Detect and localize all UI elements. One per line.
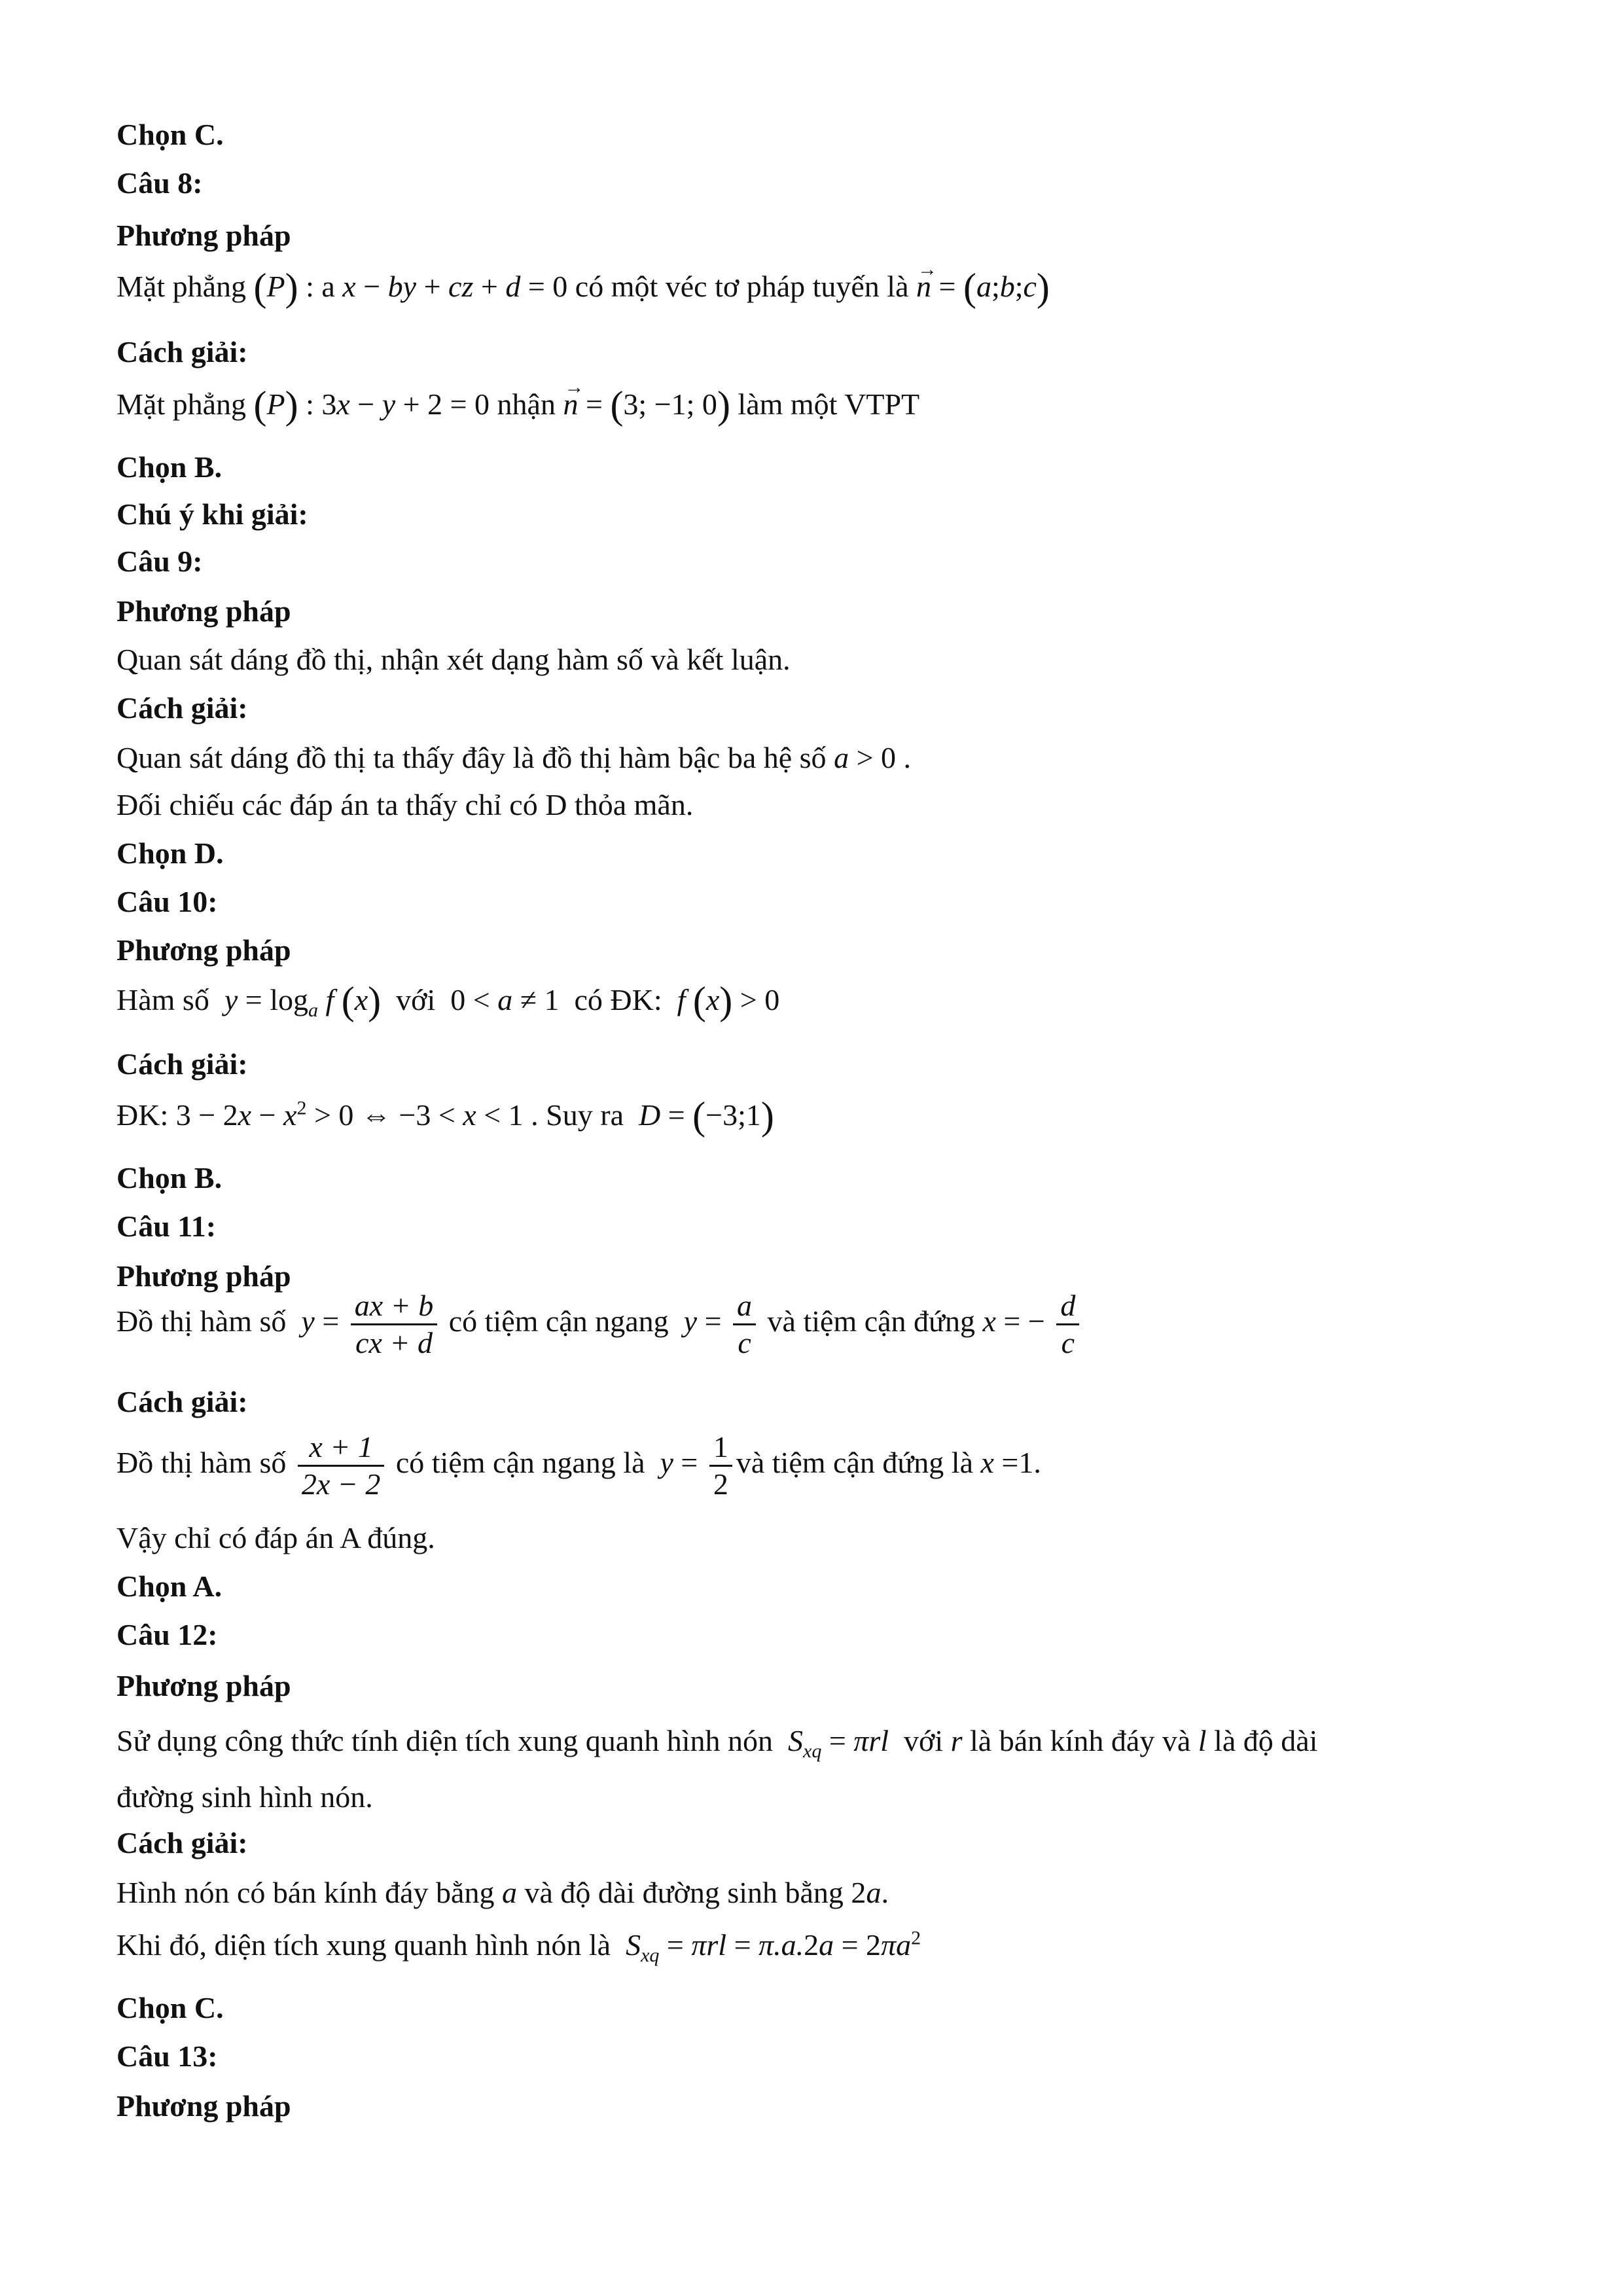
text-line: Đối chiếu các đáp án ta thấy chỉ có D thỏa mãn. <box>116 788 694 821</box>
method-heading: Phương pháp <box>116 219 291 252</box>
text-line: Quan sát dáng đồ thị, nhận xét dạng hàm số và kết luận. <box>116 643 791 676</box>
text-line: Vậy chỉ có đáp án A đúng. <box>116 1521 435 1554</box>
question-heading: Câu 10: <box>116 885 218 918</box>
question-heading: Câu 11: <box>116 1210 217 1243</box>
text-line: Sử dụng công thức tính diện tích xung quanh hình nón $S_{xq} = \pi rl$ với r là bán kính đáy và l là độ dài <box>116 1724 1318 1763</box>
question-heading: Câu 9: <box>116 545 203 578</box>
method-heading: Phương pháp <box>116 1669 291 1702</box>
method-heading: Phương pháp <box>116 2089 291 2123</box>
question-heading: Câu 12: <box>116 1618 218 1651</box>
formula-line: Đồ thị hàm số y = $\frac{ax + b}{cx + d}$ có tiệm cận ngang y = $\frac{a}{c}$ và tiệm cận đứng x = − $\frac{d}{c}$ <box>116 1288 1083 1361</box>
method-heading: Phương pháp <box>116 1259 291 1293</box>
formula-line: Mặt phẳng (P) : 3x − y + 2 = 0 nhận → n = (3; −1; 0) làm một VTPT <box>116 386 919 423</box>
formula-line: Đồ thị hàm số $\frac{x + 1}{2x - 2}$ có tiệm cận ngang là y = $\frac{1}{2}$ và tiệm cận đứng là x =1. <box>116 1430 1041 1501</box>
text-line: đường sinh hình nón. <box>116 1780 373 1814</box>
answer-heading: Chọn C. <box>116 1991 224 2024</box>
formula-line: Khi đó, diện tích xung quanh hình nón là $S_{xq} = \pi rl = \pi.a.2a = 2\pi a^2$ <box>116 1927 921 1967</box>
formula-line: Hàm số $y = \log_a f$ (x) với 0 < a ≠ 1 có ĐK: f (x) > 0 <box>116 979 780 1022</box>
solution-heading: Cách giải: <box>116 1826 248 1859</box>
formula-line: Mặt phẳng (P) : a x − by + cz + d = 0 có một véc tơ pháp tuyến là → n = (a;b;c) <box>116 268 1050 306</box>
note-heading: Chú ý khi giải: <box>116 497 308 531</box>
solution-heading: Cách giải: <box>116 1047 248 1081</box>
answer-heading: Chọn D. <box>116 836 224 870</box>
method-heading: Phương pháp <box>116 933 291 967</box>
method-heading: Phương pháp <box>116 594 291 628</box>
question-heading: Câu 13: <box>116 2039 218 2073</box>
answer-heading: Chọn A. <box>116 1570 223 1603</box>
answer-heading: Chọn B. <box>116 450 223 484</box>
answer-heading: Chọn C. <box>116 118 224 151</box>
formula-line: ĐK: $3 - 2x - x^2 > 0$ ⇔ −3 < x < 1 . Suy ra D = (−3;1) <box>116 1094 774 1138</box>
answer-heading: Chọn B. <box>116 1161 223 1194</box>
solution-heading: Cách giải: <box>116 335 248 368</box>
solution-heading: Cách giải: <box>116 1385 248 1418</box>
solution-heading: Cách giải: <box>116 691 248 725</box>
text-line: Hình nón có bán kính đáy bằng a và độ dài đường sinh bằng 2a. <box>116 1876 889 1909</box>
question-heading: Câu 8: <box>116 166 203 200</box>
text-line: Quan sát dáng đồ thị ta thấy đây là đồ thị hàm bậc ba hệ số a > 0 . <box>116 741 912 774</box>
